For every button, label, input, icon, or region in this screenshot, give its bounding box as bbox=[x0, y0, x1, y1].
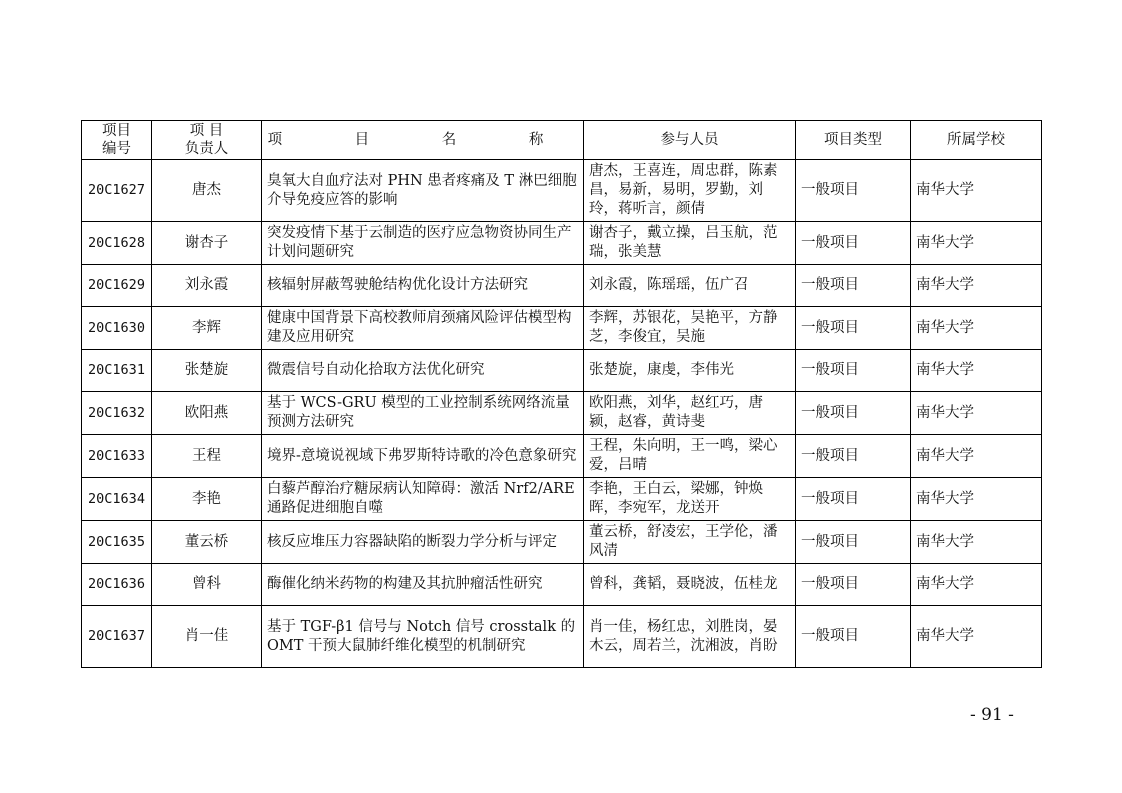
members-cell: 李艳，王白云，梁娜，钟焕晖，李宛军，龙送开 bbox=[584, 478, 796, 521]
project-lead-cell: 董云桥 bbox=[152, 521, 262, 564]
school-cell: 南华大学 bbox=[911, 478, 1042, 521]
header-project-name: 项 目 名 称 bbox=[262, 121, 584, 160]
header-project-lead: 项 目 负责人 bbox=[152, 121, 262, 160]
table-row bbox=[82, 392, 1042, 435]
school-cell: 南华大学 bbox=[911, 564, 1042, 606]
project-id-cell: 20C1637 bbox=[82, 606, 152, 668]
project-type-cell: 一般项目 bbox=[796, 521, 911, 564]
project-id-cell: 20C1634 bbox=[82, 478, 152, 521]
school-cell: 南华大学 bbox=[911, 392, 1042, 435]
school-cell: 南华大学 bbox=[911, 222, 1042, 265]
school-cell: 南华大学 bbox=[911, 606, 1042, 668]
header-project-id: 项目 编号 bbox=[82, 121, 152, 160]
project-type-cell: 一般项目 bbox=[796, 564, 911, 606]
project-lead-cell: 王程 bbox=[152, 435, 262, 478]
project-name-cell: 健康中国背景下高校教师肩颈痛风险评估模型构建及应用研究 bbox=[262, 307, 584, 350]
project-id-cell: 20C1630 bbox=[82, 307, 152, 350]
members-cell: 董云桥，舒凌宏，王学伦，潘风清 bbox=[584, 521, 796, 564]
project-lead-cell: 唐杰 bbox=[152, 160, 262, 222]
project-type-cell: 一般项目 bbox=[796, 265, 911, 307]
table-row bbox=[82, 307, 1042, 350]
projects-table bbox=[81, 120, 1042, 668]
project-id-cell: 20C1631 bbox=[82, 350, 152, 392]
project-lead-cell: 刘永霞 bbox=[152, 265, 262, 307]
table-row bbox=[82, 350, 1042, 392]
members-cell: 唐杰，王喜连，周忠群，陈素昌，易新，易明，罗勤，刘玲，蒋听言，颜倩 bbox=[584, 160, 796, 222]
project-id-cell: 20C1629 bbox=[82, 265, 152, 307]
project-name-cell: 核反应堆压力容器缺陷的断裂力学分析与评定 bbox=[262, 521, 584, 564]
school-cell: 南华大学 bbox=[911, 435, 1042, 478]
project-id-cell: 20C1636 bbox=[82, 564, 152, 606]
school-cell: 南华大学 bbox=[911, 160, 1042, 222]
project-type-cell: 一般项目 bbox=[796, 392, 911, 435]
project-name-cell: 突发疫情下基于云制造的医疗应急物资协同生产计划问题研究 bbox=[262, 222, 584, 265]
members-cell: 王程，朱向明，王一鸣，梁心爱，吕晴 bbox=[584, 435, 796, 478]
project-lead-cell: 张楚旋 bbox=[152, 350, 262, 392]
project-type-cell: 一般项目 bbox=[796, 307, 911, 350]
project-type-cell: 一般项目 bbox=[796, 160, 911, 222]
members-cell: 肖一佳，杨红忠，刘胜岗，晏木云，周若兰，沈湘波，肖盼 bbox=[584, 606, 796, 668]
table-row bbox=[82, 564, 1042, 606]
project-lead-cell: 谢杏子 bbox=[152, 222, 262, 265]
table-row bbox=[82, 521, 1042, 564]
members-cell: 李辉，苏银花，吴艳平，方静芝，李俊宜，吴施 bbox=[584, 307, 796, 350]
header-school: 所属学校 bbox=[911, 121, 1042, 160]
project-lead-cell: 曾科 bbox=[152, 564, 262, 606]
school-cell: 南华大学 bbox=[911, 265, 1042, 307]
project-type-cell: 一般项目 bbox=[796, 435, 911, 478]
school-cell: 南华大学 bbox=[911, 521, 1042, 564]
project-name-cell: 白藜芦醇治疗糖尿病认知障碍：激活 Nrf2/ARE 通路促进细胞自噬 bbox=[262, 478, 584, 521]
project-type-cell: 一般项目 bbox=[796, 222, 911, 265]
project-id-cell: 20C1628 bbox=[82, 222, 152, 265]
school-cell: 南华大学 bbox=[911, 307, 1042, 350]
project-name-cell: 核辐射屏蔽驾驶舱结构优化设计方法研究 bbox=[262, 265, 584, 307]
project-type-cell: 一般项目 bbox=[796, 606, 911, 668]
project-id-cell: 20C1635 bbox=[82, 521, 152, 564]
table-header-row bbox=[82, 121, 1042, 160]
project-lead-cell: 欧阳燕 bbox=[152, 392, 262, 435]
table-row bbox=[82, 222, 1042, 265]
project-id-cell: 20C1632 bbox=[82, 392, 152, 435]
project-name-cell: 酶催化纳米药物的构建及其抗肿瘤活性研究 bbox=[262, 564, 584, 606]
project-lead-cell: 肖一佳 bbox=[152, 606, 262, 668]
project-name-cell: 基于 WCS-GRU 模型的工业控制系统网络流量预测方法研究 bbox=[262, 392, 584, 435]
project-name-cell: 境界-意境说视域下弗罗斯特诗歌的冷色意象研究 bbox=[262, 435, 584, 478]
project-lead-cell: 李艳 bbox=[152, 478, 262, 521]
members-cell: 谢杏子，戴立操，吕玉航，范瑞，张美慧 bbox=[584, 222, 796, 265]
page-number: - 91 - bbox=[970, 705, 1014, 725]
members-cell: 刘永霞，陈瑶瑶，伍广召 bbox=[584, 265, 796, 307]
project-id-cell: 20C1633 bbox=[82, 435, 152, 478]
header-project-type: 项目类型 bbox=[796, 121, 911, 160]
project-type-cell: 一般项目 bbox=[796, 478, 911, 521]
header-members: 参与人员 bbox=[584, 121, 796, 160]
project-name-cell: 微震信号自动化拾取方法优化研究 bbox=[262, 350, 584, 392]
school-cell: 南华大学 bbox=[911, 350, 1042, 392]
table-row bbox=[82, 435, 1042, 478]
table-row bbox=[82, 478, 1042, 521]
members-cell: 曾科，龚韬，聂晓波，伍桂龙 bbox=[584, 564, 796, 606]
table-row bbox=[82, 160, 1042, 222]
project-name-cell: 基于 TGF-β1 信号与 Notch 信号 crosstalk 的 OMT 干预大鼠肺纤维化模型的机制研究 bbox=[262, 606, 584, 668]
table-row bbox=[82, 265, 1042, 307]
project-type-cell: 一般项目 bbox=[796, 350, 911, 392]
project-id-cell: 20C1627 bbox=[82, 160, 152, 222]
project-name-cell: 臭氧大自血疗法对 PHN 患者疼痛及 T 淋巴细胞介导免疫应答的影响 bbox=[262, 160, 584, 222]
table-row bbox=[82, 606, 1042, 668]
members-cell: 欧阳燕，刘华，赵红巧，唐颍，赵睿，黄诗斐 bbox=[584, 392, 796, 435]
project-lead-cell: 李辉 bbox=[152, 307, 262, 350]
members-cell: 张楚旋，康虔，李伟光 bbox=[584, 350, 796, 392]
